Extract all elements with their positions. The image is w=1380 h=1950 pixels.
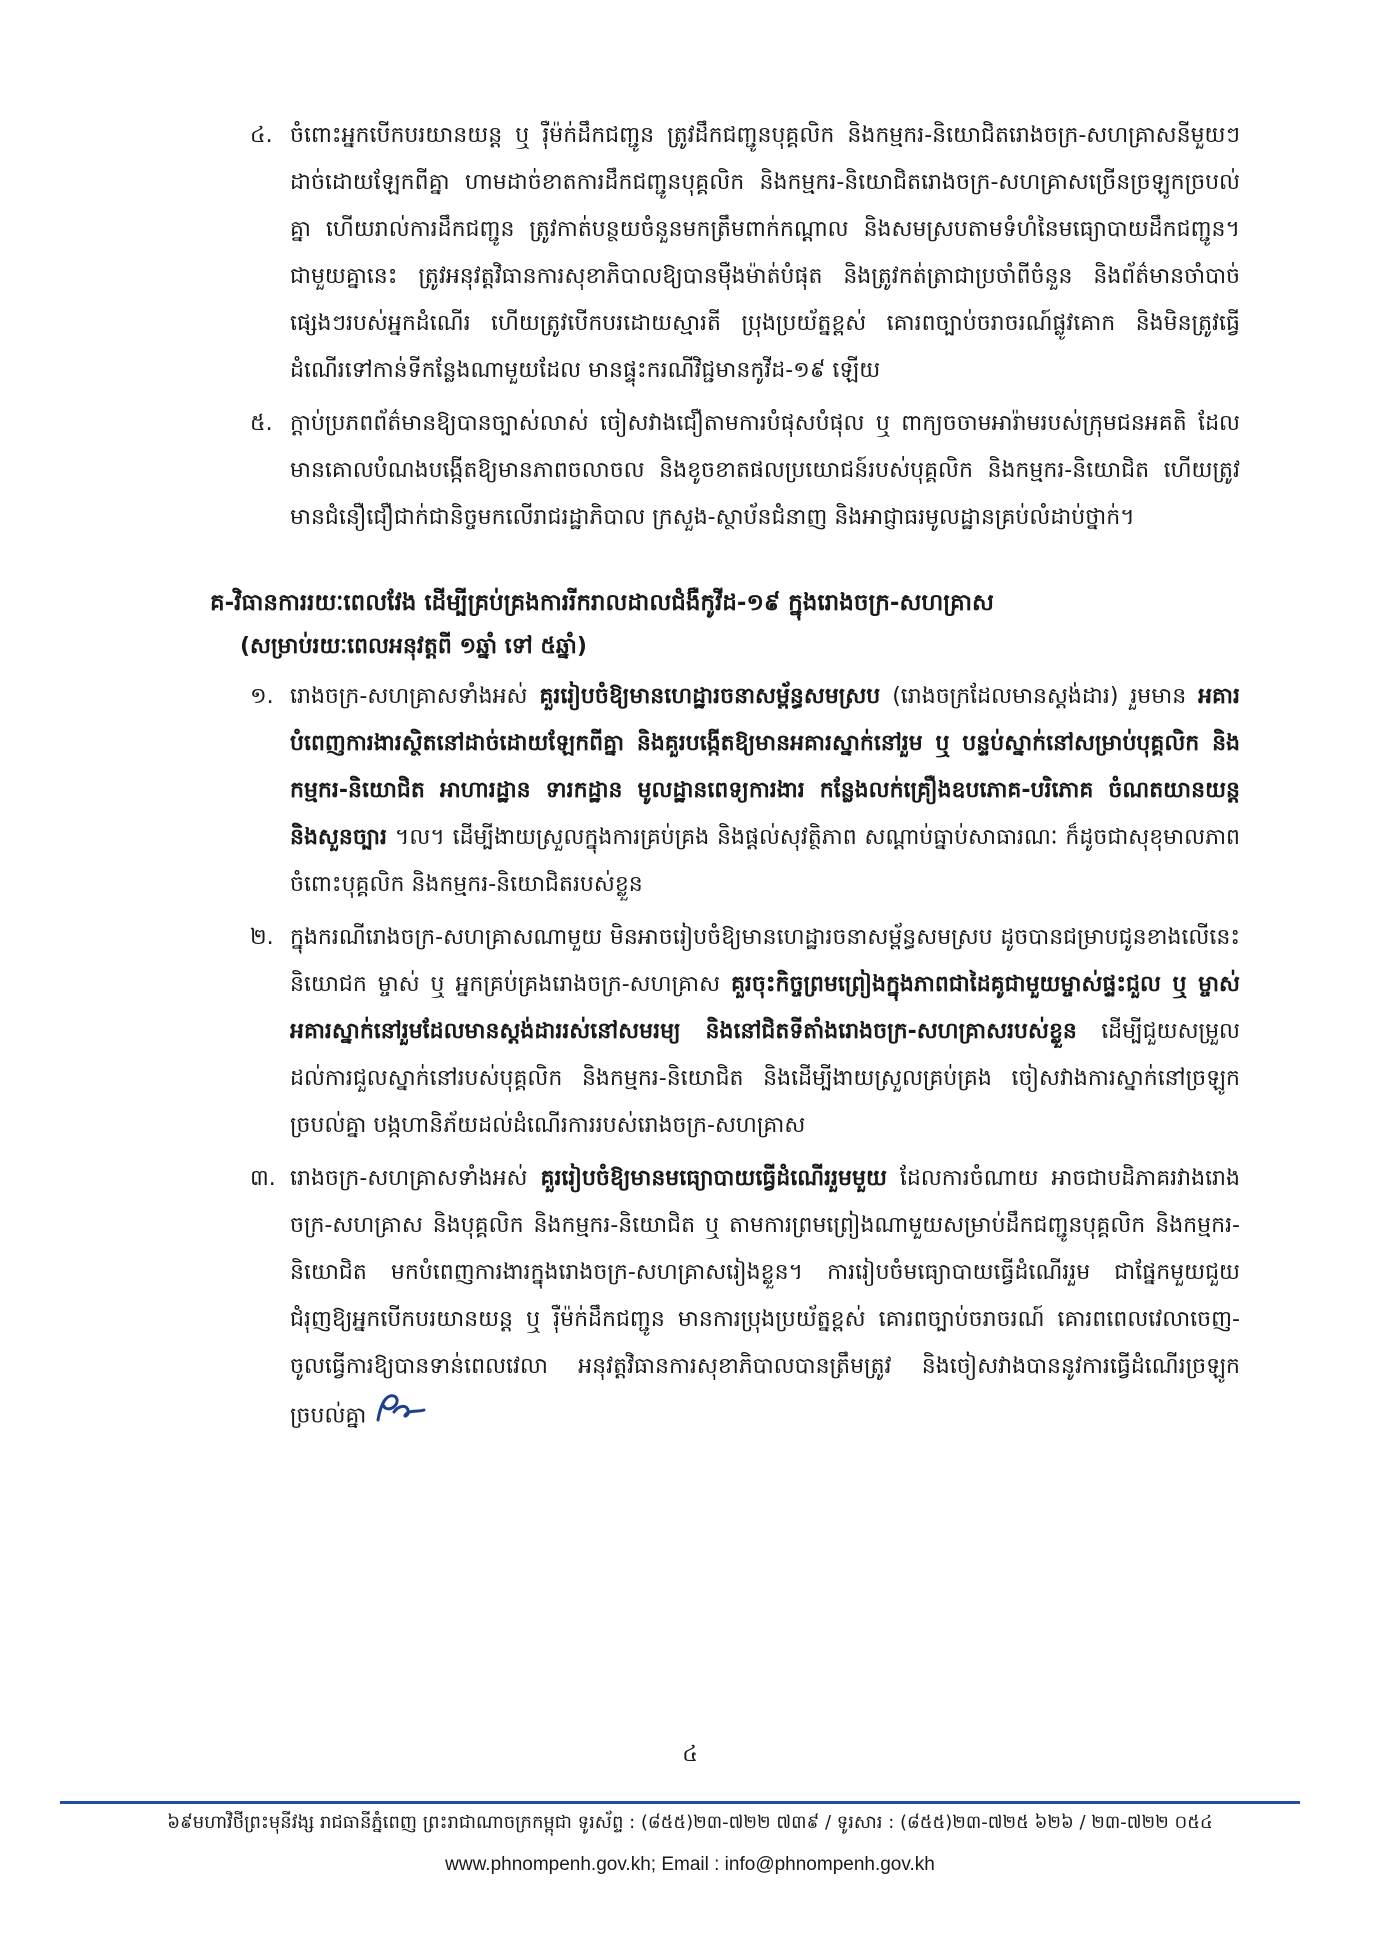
item-number: ១. xyxy=(250,684,274,709)
item-number: ៤. xyxy=(250,123,273,148)
item-text-bold: គួររៀបចំឱ្យមានមធ្យោបាយធ្វើដំណើររួមមួយ xyxy=(540,1166,887,1191)
item-text-plain: រោងចក្រ-សហគ្រាសទាំងអស់ xyxy=(290,1166,541,1191)
page-number: ៤ xyxy=(682,1742,698,1767)
item-text xyxy=(290,1155,1240,1443)
item-text-bold: អគារបំពេញការងារស្ថិតនៅដាច់ដោយឡែកពីគ្នា និងគួរបង្កើតឱ្យមានអគារស្នាក់នៅរួម ឬ បន្ទប់ស្នាក់នៅសម្រាប់បុគ្គលិក និងកម្មករ-និយោជិត អាហារដ្ឋាន ទារកដ្ឋាន មូលដ្ឋានពេទ្យការងារ កន្លែងលក់គ្រឿងឧបភោគ-បរិភោគ ចំណតយានយន្ត និងសួនច្បារ xyxy=(290,684,1240,850)
item-text-plain: ។ល។ ដើម្បីងាយស្រួលក្នុងការគ្រប់គ្រង និងផ្តល់សុវត្ថិភាព សណ្តាប់ធ្នាប់សាធារណៈ ក៏ដូចជាសុខុមាលភាពចំពោះបុគ្គលិក និងកម្មករ-និយោជិតរបស់ខ្លួន xyxy=(290,825,1240,897)
section-heading: គ-វិធានការរយៈពេលវែង ដើម្បីគ្រប់គ្រងការរីករាលដាលជំងឺកូវីដ-១៩ ក្នុងរោងចក្រ-សហគ្រាស xyxy=(210,590,994,616)
item-number: ៥. xyxy=(250,411,273,436)
item-text: ចំពោះអ្នកបើកបរយានយន្ត ឬ រ៉ឺម៉ក់ដឹកជញ្ជូន ត្រូវដឹកជញ្ជូនបុគ្គលិក និងកម្មករ-និយោជិតរោងចក្រ-សហគ្រាសនីមួយៗដាច់ដោយឡែកពីគ្នា ហាមដាច់ខាតការដឹកជញ្ជូនបុគ្គលិក និងកម្មករ-និយោជិតរោងចក្រ-សហគ្រាសច្រើនច្រឡូកច្របល់គ្នា ហើយរាល់ការដឹកជញ្ជូន ត្រូវកាត់បន្ថយចំនួនមកត្រឹមពាក់កណ្តាល និងសមស្របតាមទំហំនៃមធ្យោបាយដឹកជញ្ជូន។ ជាមួយគ្នានេះ ត្រូវអនុវត្តវិធានការសុខាភិបាលឱ្យបានម៉ឺងម៉ាត់បំផុត និងត្រូវកត់ត្រាជាប្រចាំពីចំនួន និងព័ត៌មានចាំបាច់ផ្សេងៗរបស់អ្នកដំណើរ ហើយត្រូវបើកបរដោយស្មារតី ប្រុងប្រយ័ត្នខ្ពស់ គោរពច្បាប់ចរាចរណ៍ផ្លូវគោក និងមិនត្រូវធ្វើដំណើរទៅកាន់ទីកន្លែងណាមួយដែល មានផ្ទុះករណីវិជ្ជមានកូវីដ-១៩ ឡើយ xyxy=(290,123,1240,383)
item-text: ក្តាប់ប្រភពព័ត៌មានឱ្យបានច្បាស់លាស់ ចៀសវាងជឿតាមការបំផុសបំផុល ឬ ពាក្យចចាមអារ៉ាមរបស់ក្រុមជនអគតិ ដែលមានគោលបំណងបង្កើតឱ្យមានភាពចលាចល និងខូចខាតផលប្រយោជន៍របស់បុគ្គលិក និងកម្មករ-និយោជិត ហើយត្រូវមានជំនឿជឿជាក់ជានិច្ចមកលើរាជរដ្ឋាភិបាល ក្រសួង-ស្ថាប័នជំនាញ និងអាជ្ញាធរមូលដ្ឋានគ្រប់លំដាប់ថ្នាក់។ xyxy=(290,411,1240,530)
section-item-3 xyxy=(250,1155,1240,1443)
item-number: ២. xyxy=(250,925,274,950)
footer-address: ៦៩មហាវិថីព្រះមុនីវង្ស រាជធានីភ្នំពេញ ព្រះរាជាណាចក្រកម្ពុជា ទូរស័ព្ទ : (៨៥៥)២៣-៧២២ ៧៣៩ / ទូរសារ : (៨៥៥)២៣-៧២៥ ៦២៦ / ២៣-៧២២ ០៥៤ xyxy=(167,1812,1213,1833)
item-text-plain: ដើម្បីជួយសម្រួលដល់ការជួលស្នាក់នៅរបស់បុគ្គលិក និងកម្មករ-និយោជិត និងដើម្បីងាយស្រួលគ្រប់គ្រង ចៀសវាងការស្នាក់នៅច្រឡូកច្របល់គ្នា បង្កហានិភ័យដល់ដំណើរការរបស់រោងចក្រ-សហគ្រាស xyxy=(290,1019,1240,1138)
section-item-1 xyxy=(250,673,1240,908)
section-item-2 xyxy=(250,914,1240,1149)
item-text-plain: ក្នុងករណីរោងចក្រ-សហគ្រាសណាមួយ មិនអាចរៀបចំឱ្យមានហេដ្ឋារចនាសម្ព័ន្ធសមស្រប ដូចបានជម្រាបជូនខាងលើនេះ និយោជក ម្ចាស់ ឬ អ្នកគ្រប់គ្រងរោងចក្រ-សហគ្រាស xyxy=(290,925,1240,997)
section-subheading: (សម្រាប់រយៈពេលអនុវត្តពី ១ឆ្នាំ ទៅ ៥ឆ្នាំ) xyxy=(240,634,587,659)
item-text-plain: ដែលការចំណាយ អាចជាបដិភាគរវាងរោងចក្រ-សហគ្រាស និងបុគ្គលិក និងកម្មករ-និយោជិត ឬ តាមការព្រមព្រៀងណាមួយសម្រាប់ដឹកជញ្ជូនបុគ្គលិក និងកម្មករ-និយោជិត មកបំពេញការងារក្នុងរោងចក្រ-សហគ្រាសរៀងខ្លួន។ ការរៀបចំមធ្យោបាយធ្វើដំណើររួម ជាផ្នែកមួយជួយជំរុញឱ្យអ្នកបើកបរយានយន្ត ឬ រ៉ឺម៉ក់ដឹកជញ្ជូន មានការប្រុងប្រយ័ត្នខ្ពស់ គោរពច្បាប់ចរាចរណ៍ គោរពពេលវេលាចេញ-ចូលធ្វើការឱ្យបានទាន់ពេលវេលា អនុវត្តវិធានការសុខាភិបាលបានត្រឹមត្រូវ និងចៀសវាងបាននូវការធ្វើដំណើរច្រឡូកច្របល់គ្នា xyxy=(290,1166,1240,1429)
page-content xyxy=(210,112,1240,1449)
item-text-plain: រោងចក្រ-សហគ្រាសទាំងអស់ xyxy=(290,684,540,709)
footer-divider xyxy=(60,1801,1300,1804)
item-number: ៣. xyxy=(250,1166,276,1191)
item-text-plain: (រោងចក្រដែលមានស្តង់ដារ) រួមមាន xyxy=(880,684,1199,709)
item-text xyxy=(290,673,1240,908)
signature-initials-icon xyxy=(372,1390,428,1443)
list-item-5 xyxy=(250,400,1240,541)
list-item-4 xyxy=(250,112,1240,394)
item-text-bold: គួររៀបចំឱ្យមានហេដ្ឋារចនាសម្ព័ន្ធសមស្រប xyxy=(539,684,881,709)
footer-website[interactable]: www.phnompenh.gov.kh; Email : info@phnompenh.gov.kh xyxy=(445,1854,935,1875)
item-text xyxy=(290,914,1240,1149)
item-text-bold: គួរចុះកិច្ចព្រមព្រៀងក្នុងភាពជាដៃគូជាមួយម្ចាស់ផ្ទះជួល ឬ ម្ចាស់អគារស្នាក់នៅរួមដែលមានស្តង់ដាររស់នៅសមរម្យ និងនៅជិតទីតាំងរោងចក្រ-សហគ្រាសរបស់ខ្លួន xyxy=(290,972,1240,1044)
